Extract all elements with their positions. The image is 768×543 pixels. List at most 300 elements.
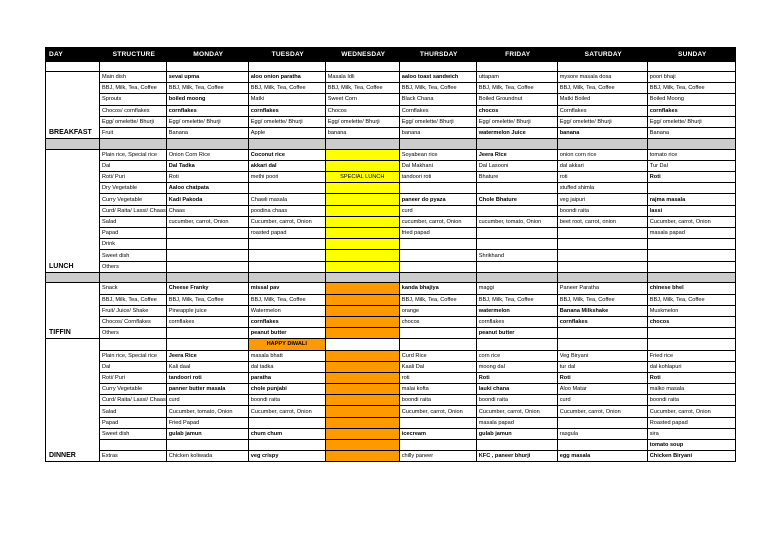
lunch-row	[46, 172, 736, 183]
separator-cell	[476, 272, 557, 283]
tiffin-cell: Paneer Paratha	[557, 283, 647, 294]
dinner-cell: Papad	[100, 417, 167, 428]
lunch-cell: SPECIAL LUNCH	[325, 172, 399, 183]
dinner-cell	[248, 417, 325, 428]
breakfast-cell: BBJ, Milk, Tea, Coffee	[166, 83, 248, 94]
lunch-label: LUNCH	[46, 149, 100, 272]
lunch-cell: Salad	[100, 216, 167, 227]
lunch-cell: masala papad	[647, 228, 735, 239]
lunch-cell: rajma masala	[647, 194, 735, 205]
dinner-cell: Cucumber, tomato, Onion	[166, 406, 248, 417]
lunch-cell	[476, 183, 557, 194]
dinner-cell: Veg Biryani	[557, 350, 647, 361]
breakfast-cell: banana	[557, 127, 647, 138]
lunch-cell: Curd/ Raita/ Lassi/ Chaas	[100, 205, 167, 216]
tiffin-cell: watermelon	[476, 305, 557, 316]
happy-diwali-label: HAPPY DIWALI	[248, 339, 325, 350]
dinner-cell	[325, 350, 399, 361]
dinner-cell: Curd/ Raita/ Lassi/ Chaas	[100, 395, 167, 406]
dinner-cell: Cucumber, carrot, Onion	[248, 406, 325, 417]
dinner-row	[46, 451, 736, 462]
breakfast-cell: Chocos/ cornflakes	[100, 105, 167, 116]
breakfast-cell: Matki	[248, 94, 325, 105]
lunch-cell: Kadi Pakoda	[166, 194, 248, 205]
tiffin-cell: peanut butter	[476, 328, 557, 339]
breakfast-cell: Egg/ omelette/ Bhurji	[476, 116, 557, 127]
breakfast-cell: Boiled Moong	[647, 94, 735, 105]
tiffin-cell	[399, 328, 476, 339]
tiffin-cell: maggi	[476, 283, 557, 294]
lunch-cell: dal akkari	[557, 160, 647, 171]
tiffin-row	[46, 328, 736, 339]
tiffin-cell: Watermelon	[248, 305, 325, 316]
dinner-cell: egg masala	[557, 451, 647, 462]
breakfast-cell: BBJ, Milk, Tea, Coffee	[476, 83, 557, 94]
lunch-cell: Dal Makhani	[399, 160, 476, 171]
dinner-cell: Roti	[557, 372, 647, 383]
separator-cell	[325, 139, 399, 150]
header-cell-tuesday: TUESDAY	[248, 48, 325, 62]
dinner-cell	[325, 440, 399, 451]
breakfast-cell: Egg/ omelette/ Bhurji	[399, 116, 476, 127]
breakfast-cell: cornflakes	[248, 105, 325, 116]
breakfast-cell: chocos	[476, 105, 557, 116]
lunch-cell: Bhature	[476, 172, 557, 183]
dinner-row	[46, 361, 736, 372]
lunch-row	[46, 160, 736, 171]
dinner-cell: boondi raita	[248, 395, 325, 406]
breakfast-cell: Cornflakes	[399, 105, 476, 116]
tiffin-cell: Snack	[100, 283, 167, 294]
header-row	[46, 48, 736, 62]
tiffin-cell: Others	[100, 328, 167, 339]
breakfast-row	[46, 94, 736, 105]
lunch-cell: Sweet dish	[100, 250, 167, 261]
separator-cell	[248, 139, 325, 150]
breakfast-cell: banana	[399, 127, 476, 138]
breakfast-cell: Egg/ omelette/ Bhurji	[166, 116, 248, 127]
breakfast-cell: BBJ, Milk, Tea, Coffee	[399, 83, 476, 94]
tiffin-cell: Pineapple juice	[166, 305, 248, 316]
tiffin-row	[46, 305, 736, 316]
dinner-cell: Roti/ Puri	[100, 372, 167, 383]
dinner-cell: Kaali Dal	[399, 361, 476, 372]
lunch-cell: stuffed shimla	[557, 183, 647, 194]
dinner-cell: chum chum	[248, 428, 325, 439]
dinner-cell	[325, 384, 399, 395]
dinner-cell	[399, 417, 476, 428]
dinner-cell	[476, 339, 557, 350]
lunch-cell	[325, 149, 399, 160]
separator-cell	[399, 272, 476, 283]
lunch-cell: roasted papad	[248, 228, 325, 239]
dinner-cell: Curry Vegetable	[100, 384, 167, 395]
tiffin-cell: BBJ, Milk, Tea, Coffee	[248, 294, 325, 305]
lunch-cell	[647, 250, 735, 261]
separator-cell	[248, 272, 325, 283]
dinner-cell	[557, 440, 647, 451]
breakfast-cell: sevai upma	[166, 72, 248, 83]
blank-row	[46, 62, 736, 72]
tiffin-row	[46, 316, 736, 327]
lunch-cell	[166, 250, 248, 261]
tiffin-cell: Banana Milkshake	[557, 305, 647, 316]
lunch-cell	[557, 261, 647, 272]
dinner-cell: Plain rice, Special rice	[100, 350, 167, 361]
breakfast-cell: BBJ, Milk, Tea, Coffee	[325, 83, 399, 94]
lunch-cell	[647, 261, 735, 272]
tiffin-cell	[325, 328, 399, 339]
dinner-cell: Roti	[476, 372, 557, 383]
breakfast-cell: mysore masala dosa	[557, 72, 647, 83]
lunch-cell: Papad	[100, 228, 167, 239]
dinner-cell: Kali daal	[166, 361, 248, 372]
breakfast-cell: boiled moong	[166, 94, 248, 105]
lunch-cell: paneer do pyaza	[399, 194, 476, 205]
dinner-row	[46, 372, 736, 383]
lunch-cell: Shrikhand	[476, 250, 557, 261]
lunch-cell: fried papad	[399, 228, 476, 239]
tiffin-cell: cornflakes	[166, 316, 248, 327]
breakfast-cell: Egg/ omelette/ Bhurji	[647, 116, 735, 127]
breakfast-cell: Masala Idli	[325, 72, 399, 83]
lunch-cell	[325, 194, 399, 205]
blank-cell	[166, 62, 248, 72]
tiffin-cell: BBJ, Milk, Tea, Coffee	[647, 294, 735, 305]
dinner-cell: moong dal	[476, 361, 557, 372]
dinner-cell: paratha	[248, 372, 325, 383]
lunch-row	[46, 149, 736, 160]
breakfast-cell: Main dish	[100, 72, 167, 83]
lunch-row	[46, 205, 736, 216]
lunch-cell: Soyabean rice	[399, 149, 476, 160]
lunch-cell: Chole Bhature	[476, 194, 557, 205]
tiffin-cell: BBJ, Milk, Tea, Coffee	[166, 294, 248, 305]
breakfast-cell: Egg/ omelette/ Bhurji	[557, 116, 647, 127]
lunch-cell: Curry Vegetable	[100, 194, 167, 205]
blank-cell	[248, 62, 325, 72]
breakfast-cell: poori bhaji	[647, 72, 735, 83]
dinner-cell	[325, 339, 399, 350]
dinner-cell: Curd Rice	[399, 350, 476, 361]
blank-cell	[647, 62, 735, 72]
lunch-cell	[557, 228, 647, 239]
header-cell-monday: MONDAY	[166, 48, 248, 62]
dinner-cell	[325, 417, 399, 428]
tiffin-cell: cornflakes	[248, 316, 325, 327]
dinner-cell: Fried rice	[647, 350, 735, 361]
lunch-cell: veg jaipuri	[557, 194, 647, 205]
dinner-cell	[476, 440, 557, 451]
blank-cell	[46, 62, 100, 72]
dinner-cell: rasgula	[557, 428, 647, 439]
dinner-cell	[325, 372, 399, 383]
dinner-cell	[100, 440, 167, 451]
dinner-cell	[399, 440, 476, 451]
lunch-cell	[557, 239, 647, 250]
lunch-cell: beet root, carrot, onion	[557, 216, 647, 227]
header-cell-day: DAY	[46, 48, 100, 62]
breakfast-row	[46, 116, 736, 127]
separator-cell	[399, 139, 476, 150]
lunch-cell	[325, 261, 399, 272]
dinner-cell: boondi raita	[399, 395, 476, 406]
dinner-cell: malko masala	[647, 384, 735, 395]
dinner-cell	[325, 451, 399, 462]
lunch-cell	[248, 239, 325, 250]
separator-cell	[166, 272, 248, 283]
dinner-cell: tandoori roti	[166, 372, 248, 383]
tiffin-cell: peanut butter	[248, 328, 325, 339]
dinner-cell	[166, 339, 248, 350]
breakfast-row	[46, 105, 736, 116]
dinner-cell	[647, 339, 735, 350]
header-cell-thursday: THURSDAY	[399, 48, 476, 62]
breakfast-cell: Apple	[248, 127, 325, 138]
dinner-cell: Cucumber, carrot, Onion	[399, 406, 476, 417]
blank-cell	[325, 62, 399, 72]
tiffin-cell: BBJ, Milk, Tea, Coffee	[100, 294, 167, 305]
breakfast-cell: Sweet Corn	[325, 94, 399, 105]
header-cell-sunday: SUNDAY	[647, 48, 735, 62]
breakfast-cell: watermelon Juice	[476, 127, 557, 138]
dinner-cell	[325, 395, 399, 406]
tiffin-cell: chinese bhel	[647, 283, 735, 294]
breakfast-cell: BBJ, Milk, Tea, Coffee	[557, 83, 647, 94]
lunch-cell: Dal	[100, 160, 167, 171]
breakfast-row	[46, 72, 736, 83]
tiffin-cell: orange	[399, 305, 476, 316]
lunch-cell: Cucumber, carrot, Onion	[248, 216, 325, 227]
breakfast-cell: Banana	[647, 127, 735, 138]
lunch-cell: Cucumber, carrot, Onion	[647, 216, 735, 227]
breakfast-cell: Egg/ omelette/ Bhurji	[325, 116, 399, 127]
lunch-cell	[399, 183, 476, 194]
dinner-cell: masala bhatt	[248, 350, 325, 361]
lunch-cell: Roti	[166, 172, 248, 183]
breakfast-cell: cornflakes	[647, 105, 735, 116]
dinner-cell: Cucumber, carrot, Onion	[647, 406, 735, 417]
blank-cell	[476, 62, 557, 72]
lunch-cell	[325, 239, 399, 250]
dinner-cell	[325, 406, 399, 417]
separator-row	[46, 272, 736, 283]
lunch-cell	[325, 216, 399, 227]
lunch-cell	[647, 183, 735, 194]
tiffin-cell: BBJ, Milk, Tea, Coffee	[399, 294, 476, 305]
dinner-row	[46, 428, 736, 439]
tiffin-cell: cornflakes	[557, 316, 647, 327]
dinner-cell: gulab jamun	[166, 428, 248, 439]
dinner-cell: boondi raita	[476, 395, 557, 406]
lunch-cell: Coconut rice	[248, 149, 325, 160]
dinner-cell	[399, 339, 476, 350]
separator-cell	[100, 272, 167, 283]
separator-cell	[46, 139, 100, 150]
dinner-row	[46, 417, 736, 428]
dinner-cell: Extras	[100, 451, 167, 462]
tiffin-cell: Muskmelon	[647, 305, 735, 316]
lunch-cell: Drink	[100, 239, 167, 250]
dinner-cell: Salad	[100, 406, 167, 417]
dinner-cell: gulab jamun	[476, 428, 557, 439]
lunch-cell	[166, 228, 248, 239]
dinner-cell	[248, 440, 325, 451]
tiffin-cell: missal pav	[248, 283, 325, 294]
lunch-cell	[325, 205, 399, 216]
dinner-cell: Jeera Rice	[166, 350, 248, 361]
lunch-row	[46, 261, 736, 272]
dinner-cell: Fried Papad	[166, 417, 248, 428]
lunch-row	[46, 194, 736, 205]
dinner-cell: curd	[557, 395, 647, 406]
separator-cell	[325, 272, 399, 283]
dinner-cell: roti	[399, 372, 476, 383]
dinner-cell	[325, 361, 399, 372]
separator-cell	[557, 272, 647, 283]
lunch-cell	[248, 250, 325, 261]
tiffin-cell	[325, 305, 399, 316]
lunch-cell: Tur Dal	[647, 160, 735, 171]
lunch-cell	[476, 228, 557, 239]
breakfast-cell: BBJ, Milk, Tea, Coffee	[248, 83, 325, 94]
lunch-cell: Roti	[647, 172, 735, 183]
lunch-cell: Chaas	[166, 205, 248, 216]
tiffin-cell: Cheese Franky	[166, 283, 248, 294]
lunch-cell	[325, 183, 399, 194]
breakfast-cell: BBJ, Milk, Tea, Coffee	[100, 83, 167, 94]
lunch-cell: Jeera Rice	[476, 149, 557, 160]
lunch-cell	[399, 250, 476, 261]
lunch-cell: akkari dal	[248, 160, 325, 171]
tiffin-cell	[325, 316, 399, 327]
dinner-cell: Aloo Matar	[557, 384, 647, 395]
tiffin-cell: chocos	[647, 316, 735, 327]
dinner-cell: tur dal	[557, 361, 647, 372]
breakfast-cell: Matki Boiled	[557, 94, 647, 105]
lunch-cell: Dry Vegetable	[100, 183, 167, 194]
dinner-cell	[325, 428, 399, 439]
dinner-cell: chole punjabi	[248, 384, 325, 395]
dinner-cell: dal tadka	[248, 361, 325, 372]
dinner-label: DINNER	[46, 339, 100, 462]
breakfast-label: BREAKFAST	[46, 72, 100, 139]
lunch-cell: cucumber, tomato, Onion	[476, 216, 557, 227]
tiffin-cell: Fruit/ Juice/ Shake	[100, 305, 167, 316]
blank-cell	[399, 62, 476, 72]
dinner-cell: sira	[647, 428, 735, 439]
lunch-cell: tandoori roti	[399, 172, 476, 183]
dinner-cell	[557, 417, 647, 428]
separator-cell	[647, 139, 735, 150]
header-cell-wednesday: WEDNESDAY	[325, 48, 399, 62]
lunch-row	[46, 216, 736, 227]
lunch-cell: poodina chaas	[248, 205, 325, 216]
lunch-cell	[399, 239, 476, 250]
breakfast-cell: Cornflakes	[557, 105, 647, 116]
breakfast-cell: Black Chana	[399, 94, 476, 105]
separator-cell	[100, 139, 167, 150]
dinner-cell: tomato soup	[647, 440, 735, 451]
dinner-cell: Sweet dish	[100, 428, 167, 439]
tiffin-row	[46, 294, 736, 305]
tiffin-row	[46, 283, 736, 294]
breakfast-cell: uttapam	[476, 72, 557, 83]
lunch-cell	[166, 239, 248, 250]
dinner-cell	[557, 339, 647, 350]
tiffin-cell	[325, 283, 399, 294]
lunch-cell	[325, 228, 399, 239]
dinner-cell	[100, 339, 167, 350]
lunch-cell: Dal Lasooni	[476, 160, 557, 171]
lunch-row	[46, 183, 736, 194]
lunch-cell: methi poori	[248, 172, 325, 183]
tiffin-cell: BBJ, Milk, Tea, Coffee	[557, 294, 647, 305]
breakfast-cell: BBJ, Milk, Tea, Coffee	[647, 83, 735, 94]
dinner-cell: KFC , paneer bhurji	[476, 451, 557, 462]
lunch-cell	[647, 239, 735, 250]
blank-cell	[100, 62, 167, 72]
dinner-row	[46, 384, 736, 395]
breakfast-cell: aloo onion paratha	[248, 72, 325, 83]
lunch-cell: Others	[100, 261, 167, 272]
dinner-cell: corn rice	[476, 350, 557, 361]
dinner-row	[46, 406, 736, 417]
breakfast-cell: cornflakes	[166, 105, 248, 116]
breakfast-cell: Boiled Groundnut	[476, 94, 557, 105]
lunch-row	[46, 239, 736, 250]
lunch-cell	[248, 183, 325, 194]
lunch-cell: boondi raita	[557, 205, 647, 216]
dinner-row	[46, 395, 736, 406]
dinner-cell: Chicken koliwada	[166, 451, 248, 462]
breakfast-cell: aaloo toast sandwich	[399, 72, 476, 83]
lunch-cell	[248, 261, 325, 272]
tiffin-cell: cornflakes	[476, 316, 557, 327]
breakfast-cell: Chocos	[325, 105, 399, 116]
lunch-cell: onion corn rice	[557, 149, 647, 160]
lunch-cell	[325, 250, 399, 261]
lunch-cell: Onion Corn Rice	[166, 149, 248, 160]
blank-cell	[557, 62, 647, 72]
dinner-cell	[166, 440, 248, 451]
dinner-cell: malai kofta	[399, 384, 476, 395]
lunch-row	[46, 250, 736, 261]
breakfast-cell: Fruit	[100, 127, 167, 138]
lunch-cell: cucumber, carrot, Onion	[166, 216, 248, 227]
lunch-cell: cucumber, carrot, Onion	[399, 216, 476, 227]
lunch-cell	[166, 261, 248, 272]
separator-cell	[166, 139, 248, 150]
separator-cell	[647, 272, 735, 283]
dinner-cell: lauki chana	[476, 384, 557, 395]
lunch-cell	[399, 261, 476, 272]
dinner-cell: dal kohlapuri	[647, 361, 735, 372]
header-cell-saturday: SATURDAY	[557, 48, 647, 62]
separator-cell	[46, 272, 100, 283]
lunch-cell	[476, 239, 557, 250]
lunch-cell	[557, 250, 647, 261]
lunch-cell: curd	[399, 205, 476, 216]
weekly-menu-table	[45, 47, 736, 462]
diwali-row	[46, 339, 736, 350]
header-cell-structure: STRUCTURE	[100, 48, 167, 62]
breakfast-cell: Banana	[166, 127, 248, 138]
lunch-cell: tomato rice	[647, 149, 735, 160]
lunch-cell	[476, 205, 557, 216]
breakfast-row	[46, 83, 736, 94]
tiffin-cell	[325, 294, 399, 305]
